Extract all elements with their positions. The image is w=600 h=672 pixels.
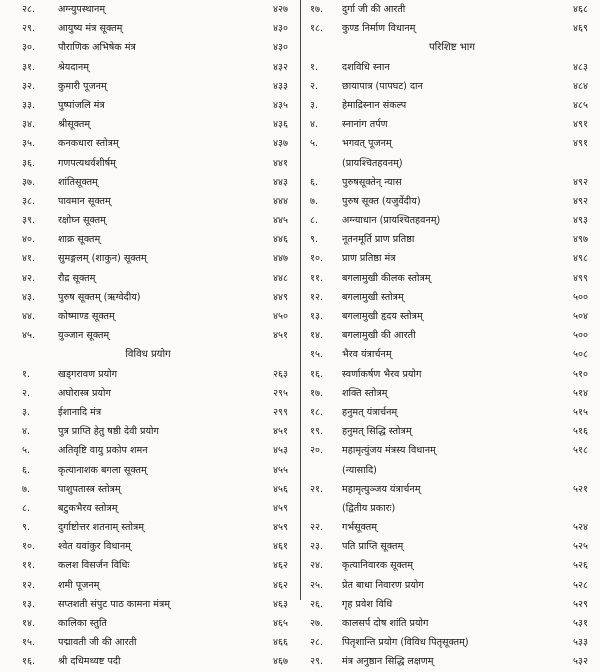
toc-entry-title: छायापात्र (पापघट) दान [342,80,423,92]
toc-entry [304,0,600,19]
toc-entry-title: बटुकभैरव स्तोत्रम् [58,502,118,514]
toc-entry-page-number: ४४८ [273,272,288,284]
toc-entry [0,173,296,192]
toc-entry-continuation-text: (द्वितीय प्रकारः) [342,502,396,514]
toc-entry-title: स्नानांग तर्पण [342,119,388,131]
toc-entry-number: ४. [22,426,31,438]
toc-entry-page-number: २९९ [273,406,288,418]
toc-entry-page-number: ४९१ [573,119,588,131]
toc-entry-number: २. [22,387,31,399]
toc-entry-number: २६. [310,598,324,610]
toc-entry-page-number: ४४७ [273,253,288,265]
toc-entry-number: १३. [22,598,36,610]
toc-entry-title: रौद्र सूक्तम् [58,272,96,284]
toc-entry-number: १०. [22,541,36,553]
toc-entry-number: ६. [310,176,319,188]
toc-entry-page-number: ४५९ [273,502,288,514]
toc-entry-number: १९. [310,426,324,438]
toc-entry-title: श्री दधिमथ्यष्ट पदी [58,656,121,668]
toc-entry-page-number: ४६८ [573,4,588,15]
toc-entry-title: हेमाद्रिस्नान संकल्प [342,99,407,111]
toc-entry [304,307,600,326]
toc-entry-number: ४. [310,119,319,131]
toc-entry-title: कुण्ड निर्माण विधानम् [342,23,416,35]
toc-entry-page-number: ४३५ [273,99,288,111]
toc-entry-page-number: ४४१ [273,157,288,169]
toc-entry-title: बगलामुखी कीलक स्तोत्रम् [342,272,431,284]
toc-entry-title: गर्भसूक्तम् [342,522,377,534]
toc-entry-page-number: ४४५ [273,215,288,227]
toc-entry-number: ८. [22,502,31,514]
toc-entry-title: बगलामुखी स्तोत्रम् [342,291,404,303]
toc-entry [304,96,600,115]
toc-entry-page-number: ४९९ [573,272,588,284]
toc-entry-page-number: ४६६ [273,637,288,649]
toc-entry-title: पुरुष सूक्त (यजुर्वेदीय) [342,195,421,207]
toc-entry-number: २९. [310,656,324,668]
toc-entry-number: ४१. [22,253,36,265]
toc-entry-title: कृत्यानिवारक सूक्तम् [342,560,414,572]
toc-entry [304,422,600,441]
toc-entry-title: शमी पूजनम् [58,579,100,591]
toc-entry [304,537,600,556]
toc-entry [0,556,296,575]
toc-entry [304,441,600,460]
section-heading [304,38,600,57]
toc-entry-title: कनकधारा स्तोत्रम् [58,138,119,150]
toc-entry-number: १३. [310,311,324,322]
toc-entry-title: गणपत्यथर्वशीर्षम् [58,157,116,169]
toc-entry [0,518,296,537]
toc-entry-page-number: ४३० [273,42,288,54]
toc-entry-page-number: ४६१ [273,541,288,553]
toc-entry-page-number: २६३ [273,368,288,380]
toc-entry [0,480,296,499]
toc-entry [304,249,600,268]
toc-entry-page-number: ४४३ [273,176,288,188]
toc-entry [304,19,600,38]
toc-entry [304,173,600,192]
toc-entry-continuation [304,154,600,173]
toc-entry-title: भैरव यंत्रार्चनम् [342,349,392,361]
toc-entry-page-number: ४३७ [273,138,288,150]
toc-entry-title: युञ्जान सूक्तम् [58,330,110,342]
toc-entry-number: ९. [22,522,31,534]
toc-entry-page-number: ४८५ [573,99,588,111]
toc-entry-number: ९. [310,234,319,246]
toc-entry-page-number: ५१६ [573,426,588,438]
toc-entry-page-number: ४५१ [273,426,288,438]
toc-entry-title: नूतनमूर्ति प्राण प्रतिष्ठा [342,234,415,246]
toc-entry [0,0,296,19]
toc-entry-page-number: ४४९ [273,291,288,303]
toc-entry-page-number: ४९१ [573,138,588,150]
toc-entry [304,652,600,671]
toc-entry-number: २८. [310,637,324,649]
toc-entry-number: ५. [310,138,319,150]
toc-entry-page-number: ४९८ [573,253,588,265]
toc-entry [0,211,296,230]
toc-entry-title: खड्गरावण प्रयोग [58,368,118,380]
toc-entry-number: ४५. [22,330,36,342]
toc-entry-page-number: ५०० [573,291,588,303]
toc-entry-page-number: ४६३ [273,598,288,610]
toc-entry [304,556,600,575]
toc-entry [0,192,296,211]
toc-entry-title: स्वर्णाकर्षण भैरव प्रयोग [342,368,422,380]
toc-entry-number: ११. [22,560,36,572]
toc-entry-page-number: ५१४ [573,387,588,399]
toc-entry [0,38,296,57]
toc-entry-title: पावमान सूक्तम् [58,195,111,207]
toc-entry-page-number: ५३३ [573,637,588,649]
toc-entry-title: प्राण प्रतिष्ठा मंत्र [342,253,396,265]
toc-entry-continuation-text: (प्रायश्चितहवनम्) [342,157,403,169]
toc-entry-number: १५. [310,349,324,361]
toc-entry-continuation [304,461,600,480]
toc-entry-number: १६. [22,656,36,668]
section-heading-label: विविध प्रयोग [125,349,171,361]
toc-entry-number: २५. [310,579,324,591]
toc-entry [304,326,600,345]
toc-entry [0,614,296,633]
toc-entry [304,480,600,499]
toc-entry [0,288,296,307]
toc-entry [0,652,296,671]
toc-entry-title: गृह प्रवेश विधि [342,598,393,610]
toc-entry-number: ३७. [22,176,36,188]
toc-entry-title: हनुमत् यंत्रार्चनम् [342,406,398,418]
toc-entry-number: ४२. [22,272,36,284]
toc-entry-page-number: ४८३ [573,61,588,73]
toc-entry-number: १८. [310,23,324,35]
toc-entry [0,537,296,556]
toc-entry-title: अघोरास्त्र प्रयोग [58,387,111,399]
toc-entry-title: पति प्राप्ति सूक्तम् [342,541,404,553]
toc-entry [0,365,296,384]
toc-entry-number: २३. [310,541,324,553]
toc-entry-page-number: ४६५ [273,618,288,629]
toc-entry-page-number: ५१० [573,368,588,380]
toc-entry-number: ३२. [22,80,36,92]
toc-entry-page-number: २९५ [273,387,288,399]
toc-entry-title: हनुमत् सिद्धि स्तोत्रम् [342,426,412,438]
toc-entry-title: दुर्गा जी की आरती [342,4,406,15]
toc-entry-number: ६. [22,464,31,476]
toc-entry-title: शाक्र सूक्तम् [58,234,101,246]
section-heading [0,345,296,364]
toc-entry-number: ३. [310,99,319,111]
toc-entry-title: दशविधि स्नान [342,61,390,73]
toc-entry-number: ५. [22,445,31,457]
toc-entry [304,134,600,153]
toc-entry [0,269,296,288]
toc-entry-title: श्रीसूक्तम् [58,119,91,131]
toc-entry [304,633,600,652]
toc-entry-continuation-text: (न्यासादि) [342,464,377,476]
toc-entry-number: ४३. [22,291,36,303]
toc-entry [0,115,296,134]
toc-entry [0,77,296,96]
toc-entry-page-number: ४३० [273,23,288,35]
toc-entry-page-number: ४४४ [273,195,288,207]
toc-entry-page-number: ५३१ [573,618,588,629]
toc-entry-title: बगलामुखी की आरती [342,330,416,342]
toc-entry-page-number: ४८४ [573,80,588,92]
toc-entry-title: ईशानादि मंत्र [58,406,102,418]
toc-entry-page-number: ५२१ [573,483,588,495]
toc-entry [0,326,296,345]
left-column [0,0,296,672]
toc-entry-title: भगवत् पूजनम् [342,138,392,150]
toc-entry-number: ३९. [22,215,36,227]
toc-entry [304,211,600,230]
toc-entry-number: २२. [310,522,324,534]
toc-entry-page-number: ५२४ [573,522,588,534]
toc-entry-number: २१. [310,483,324,495]
toc-entry-page-number: ४९२ [573,195,588,207]
toc-entry-number: ३६. [22,157,36,169]
toc-entry-title: मंत्र अनुष्ठान सिद्धि लक्षणम् [342,656,434,668]
toc-entry-page-number: ५१५ [573,406,588,418]
toc-entry-number: २७. [310,618,324,629]
toc-entry-number: ८. [310,215,319,227]
toc-entry-title: सप्तशती संपुट पाठ कामना मंत्रम् [58,598,171,610]
toc-entry-number: ११. [310,272,324,284]
toc-entry-number: १५. [22,637,36,649]
toc-entry-title: अग्न्याधान (प्रायश्चितहवनम्) [342,215,441,227]
toc-entry-title: आयुष्य मंत्र सूक्तम् [58,23,123,35]
toc-entry-page-number: ५२६ [573,560,588,572]
toc-entry [0,576,296,595]
toc-entry-number: २४. [310,560,324,572]
toc-entry-number: २०. [310,445,324,457]
toc-entry-title: पद्मावती जी की आरती [58,637,137,649]
toc-entry-title: पुत्र प्राप्ति हेतु षष्ठी देवी प्रयोग [58,426,159,438]
toc-entry [0,384,296,403]
toc-entry [0,499,296,518]
toc-entry [0,230,296,249]
toc-entry [0,441,296,460]
toc-entry-number: १२. [22,579,36,591]
toc-entry-page-number: ५०४ [573,311,588,322]
toc-entry-title: प्रेत बाधा निवारण प्रयोग [342,579,424,591]
toc-entry-title: महामृत्युञ्जय यंत्रार्चनम् [342,483,421,495]
toc-entry-number: १२. [310,291,324,303]
toc-entry-title: कृत्यानाशक बगला सूक्तम् [58,464,147,476]
toc-entry-number: ४०. [22,234,36,246]
toc-entry-title: दुर्गाष्टोत्तर शतनाम् स्तोत्रम् [58,522,144,534]
toc-entry-title: पुरुष सूक्तम् (ऋग्वेदीय) [58,291,141,303]
toc-entry-page-number: ४९३ [573,215,588,227]
toc-entry-page-number: ५१८ [573,445,588,457]
toc-entry [304,230,600,249]
toc-entry-page-number: ४५६ [273,483,288,495]
toc-entry-title: कोष्माण्ड सूक्तम् [58,311,115,322]
toc-entry-number: ३४. [22,119,36,131]
toc-entry-page-number: ५०० [573,330,588,342]
toc-entry-number: १४. [310,330,324,342]
toc-entry-number: १. [310,61,319,73]
toc-entry-page-number: ४५९ [273,522,288,534]
toc-entry [304,518,600,537]
toc-entry-page-number: ४५१ [273,330,288,342]
toc-entry-page-number: ४९२ [573,176,588,188]
column-divider [300,0,301,600]
toc-entry-page-number: ४६७ [273,656,288,668]
toc-entry-page-number: ४२७ [273,4,288,15]
toc-entry-number: ७. [22,483,31,495]
toc-entry-title: पुष्पांजलि मंत्र [58,99,105,111]
toc-entry [0,307,296,326]
toc-entry [304,115,600,134]
toc-entry [304,595,600,614]
toc-entry-number: २९. [22,23,36,35]
toc-entry-title: बगलामुखी हृदय स्तोत्रम् [342,311,423,322]
toc-entry-number: ३८. [22,195,36,207]
toc-entry [304,614,600,633]
toc-entry [304,269,600,288]
toc-entry-title: अग्न्युपस्थानम् [58,4,106,15]
toc-entry-number: १६. [310,368,324,380]
toc-entry-title: महामृत्युंजय मंत्रस्य विधानम् [342,445,436,457]
toc-entry-page-number: ४३२ [273,61,288,73]
toc-entry [0,134,296,153]
toc-entry [304,192,600,211]
toc-entry [304,288,600,307]
toc-entry-title: पुरुषसूक्तेन् न्यास [342,176,402,188]
toc-entry-title: अतिवृष्टि वायु प्रकोप शमन [58,445,148,457]
toc-entry-number: १७. [310,4,324,15]
toc-entry [304,58,600,77]
toc-entry-page-number: ४६२ [273,579,288,591]
toc-entry-number: ३३. [22,99,36,111]
toc-entry [0,58,296,77]
toc-entry-title: शक्ति स्तोत्रम् [342,387,388,399]
toc-entry-number: ३०. [22,42,36,54]
toc-entry-number: १८. [310,406,324,418]
toc-entry [0,96,296,115]
toc-entry-title: रक्षोघ्न सूक्तम् [58,215,106,227]
toc-entry-page-number: ५३२ [573,656,588,668]
toc-entry [304,77,600,96]
toc-entry-title: कालसर्प दोष शांति प्रयोग [342,618,429,629]
toc-entry-title: शांतिसूक्तम् [58,176,98,188]
toc-entry-page-number: ४६२ [273,560,288,572]
toc-entry-number: १७. [310,387,324,399]
toc-entry-title: कलश विसर्जन विधिः [58,560,130,572]
toc-entry-page-number: ४४६ [273,234,288,246]
toc-entry-title: पितृशान्ति प्रयोग (विविध पितृसूक्तम्) [342,637,469,649]
toc-entry [304,345,600,364]
toc-entry-title: कुमारी पूजनम् [58,80,107,92]
toc-entry-page-number: ४५५ [273,464,288,476]
toc-entry-page-number: ४५० [273,311,288,322]
toc-entry-page-number: ४५३ [273,445,288,457]
toc-entry-page-number: ४६९ [573,23,588,35]
toc-entry [0,19,296,38]
toc-entry-page-number: ४३३ [273,80,288,92]
toc-entry-number: २. [310,80,319,92]
toc-entry-number: २८. [22,4,36,15]
toc-entry-title: श्रेयदानम् [58,61,89,73]
toc-entry [0,154,296,173]
right-column [304,0,600,672]
toc-entry [304,365,600,384]
toc-entry-number: ३५. [22,138,36,150]
toc-entry-title: पाशुपतास्त्र स्तोत्रम् [58,483,121,495]
toc-entry-number: ४४. [22,311,36,322]
toc-entry-title: पौराणिक अभिषेक मंत्र [58,42,136,54]
toc-entry-page-number: ४९७ [573,234,588,246]
toc-entry-title: श्वेत यवांकुर विधानम् [58,541,131,553]
toc-entry [0,249,296,268]
toc-entry-number: १०. [310,253,324,265]
toc-entry-title: कालिका स्तुति [58,618,107,629]
toc-entry-page-number: ५२५ [573,541,588,553]
toc-entry [0,403,296,422]
toc-entry-number: ३. [22,406,31,418]
toc-entry-number: ७. [310,195,319,207]
toc-entry-number: १. [22,368,31,380]
toc-entry [304,384,600,403]
toc-entry-number: ३१. [22,61,36,73]
toc-entry [304,576,600,595]
toc-entry-continuation [304,499,600,518]
section-heading-label: परिशिष्ट भाग [428,42,476,54]
toc-entry-page-number: ५२८ [573,579,588,591]
toc-entry [0,595,296,614]
toc-entry [304,403,600,422]
toc-entry-page-number: ५०८ [573,349,588,361]
toc-entry-title: सुमङ्गलम् (शाकुन) सूक्तम् [58,253,147,265]
toc-entry-number: १४. [22,618,36,629]
toc-entry [0,461,296,480]
toc-entry [0,422,296,441]
toc-entry-page-number: ४३६ [273,119,288,131]
toc-entry [0,633,296,652]
toc-entry-page-number: ५२९ [573,598,588,610]
